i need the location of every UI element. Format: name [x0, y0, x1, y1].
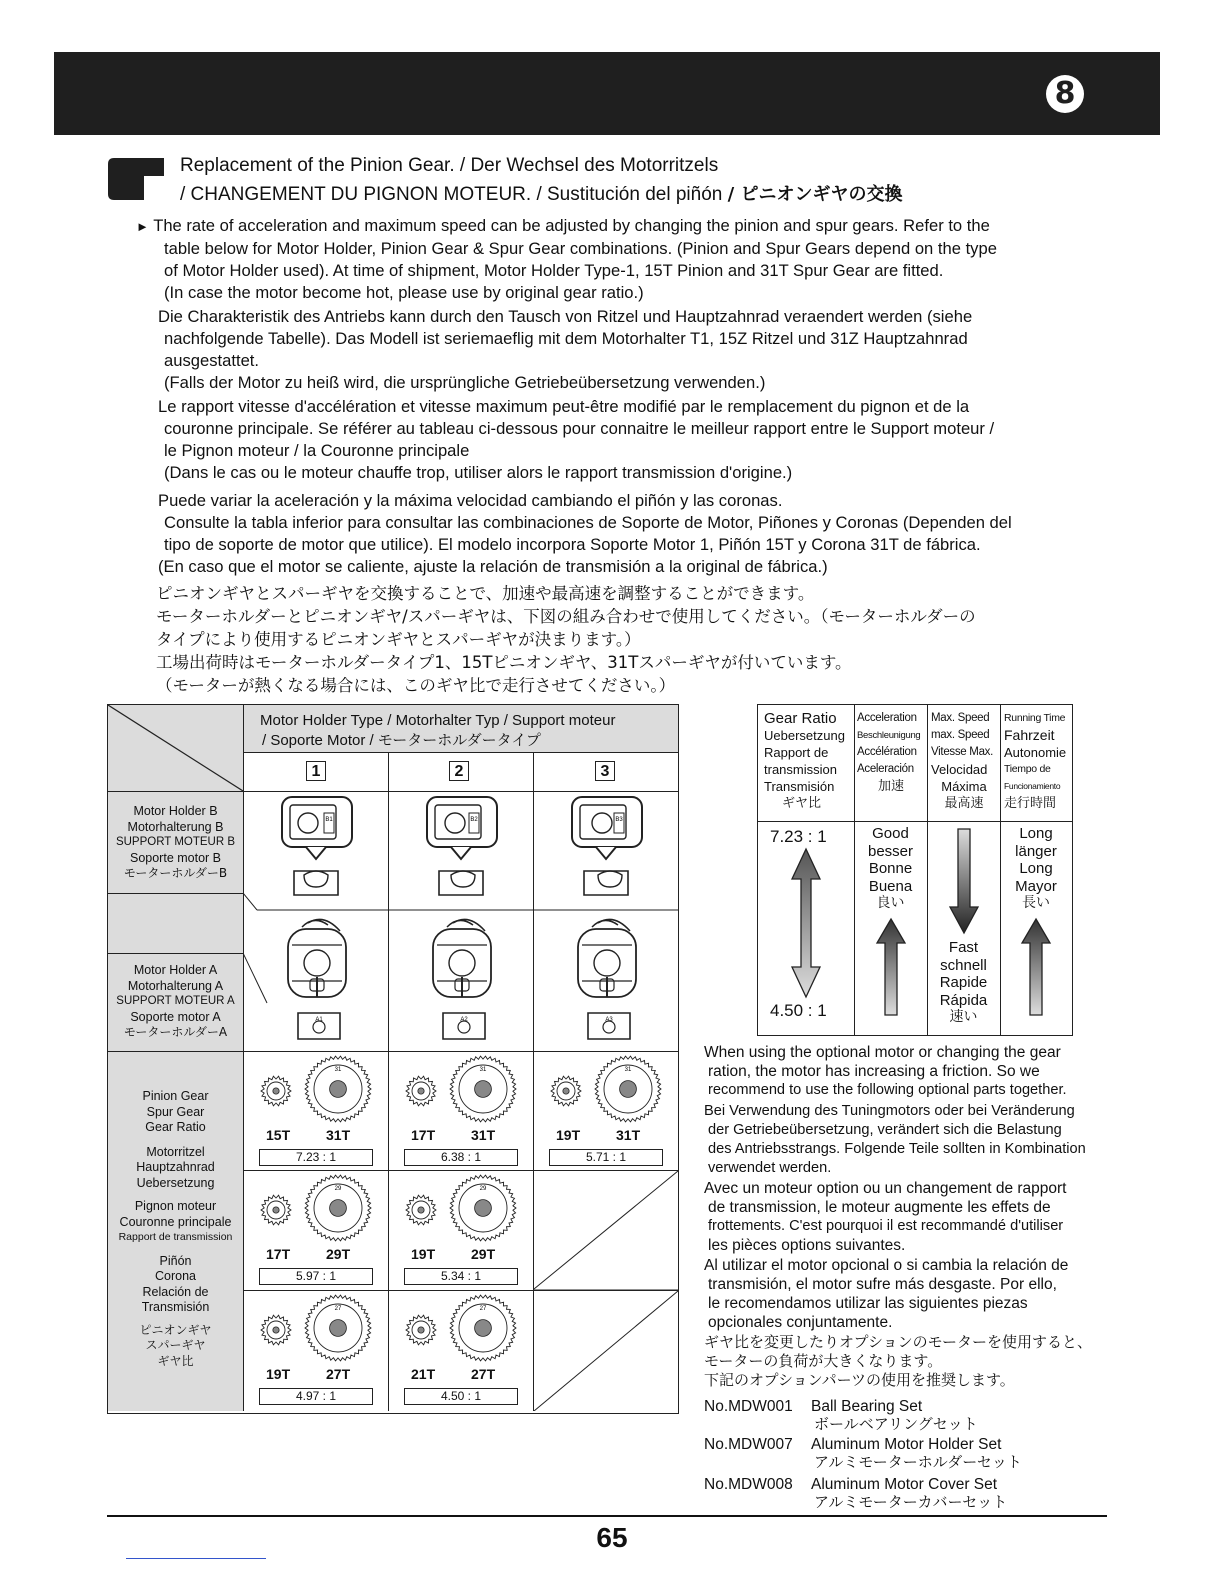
intro-en-3: (In case the motor become hot, please use by original gear ratio.) — [164, 283, 644, 302]
intro-de-1: nachfolgende Tabelle). Das Modell ist seriemaeflig mit dem Motorhalter T1, 15Z Ritzel und 31Z Hauptzahnrad — [164, 329, 968, 348]
table-header-line-2: / Soporte Motor / モーターホルダータイプ — [262, 732, 541, 749]
gear-label: Couronne principale — [119, 1214, 232, 1229]
note-line: der Getriebeübersetzung, verändert sich die Belastung — [708, 1122, 1062, 1138]
part-name-jp: ボールベアリングセット — [814, 1415, 978, 1433]
gear-label: Uebersetzung — [136, 1175, 215, 1190]
holder-b-tag: B2 — [470, 817, 478, 823]
acceleration-up-arrow-icon — [873, 917, 909, 1017]
note-line: les pièces options suivantes. — [708, 1237, 906, 1254]
good-line: Buena — [868, 877, 913, 895]
col1-line: ギヤ比 — [782, 796, 822, 811]
part-name: Aluminum Motor Holder Set — [811, 1436, 1002, 1453]
type-2-label: 2 — [449, 761, 469, 781]
step-number-badge: 8 — [1046, 75, 1084, 113]
part-item — [704, 1435, 1104, 1475]
intro-en-1: table below for Motor Holder, Pinion Gear & Spur Gear combinations. (Pinion and Spur Gears depend on the type — [164, 239, 997, 258]
col3-line: Vitesse Max. — [931, 746, 994, 758]
fast-line: Rápida — [939, 991, 988, 1009]
holder-a-tag: A1 — [315, 1017, 323, 1023]
col4-line: 走行時間 — [1004, 796, 1057, 811]
gear-label: Hauptzahnrad — [136, 1160, 215, 1174]
holder-b-label-fr: SUPPORT MOTEUR B — [115, 836, 236, 848]
pinion-and-spur-gear-icon — [244, 1292, 388, 1362]
note-line: モーターの負荷が大きくなります。 — [704, 1352, 943, 1370]
pinion-and-spur-gear-icon — [389, 1053, 533, 1123]
gear-combo-3 — [534, 1053, 678, 1171]
part-name-jp: アルミモーターカバーセット — [814, 1493, 1008, 1511]
pinion-teeth: 19T — [411, 1246, 436, 1262]
intro-es-3: (En caso que el motor se caliente, ajuste la relación de transmisión a la original de fábrica.) — [158, 557, 828, 576]
gear-combo-6 — [244, 1292, 388, 1410]
gear-ratio-value: 5.34 : 1 — [404, 1268, 518, 1285]
holder-a-label-es: Soporte motor A — [130, 1009, 221, 1024]
empty-cells — [534, 1171, 678, 1411]
part-name-jp: アルミモーターホルダーセット — [814, 1453, 1022, 1471]
type-1-label: 1 — [306, 761, 326, 781]
note-line: de transmission, le moteur augmente les effets de — [708, 1199, 1051, 1216]
long-line: Long — [1019, 860, 1053, 877]
col2-line: Beschleunigung — [857, 730, 921, 741]
title-line-2 — [180, 180, 902, 206]
intro-japanese — [136, 582, 1116, 697]
col2-line: Accélération — [857, 746, 917, 758]
title-line-2-jp: / ピニオンギヤの交換 — [727, 184, 903, 205]
note-line: des Antriebsstrangs. Folgende Teile sollten in Kombination — [708, 1141, 1086, 1157]
intro-de-2: ausgestattet. — [164, 351, 260, 370]
ratio-col-header-1 — [758, 705, 854, 821]
intro-jp-1: モーターホルダーとピニオンギヤ/スパーギヤは、下図の組み合わせで使用してください。（モーターホルダーの — [156, 607, 976, 626]
spur-teeth-label: 31 — [624, 1067, 632, 1073]
gear-label: Rapport de transmission — [118, 1231, 233, 1243]
part-code: No.MDW008 — [704, 1476, 793, 1493]
gear-label: スパーギヤ — [145, 1338, 206, 1352]
gear-combo-1 — [244, 1053, 388, 1171]
options-note-es — [704, 1256, 1114, 1332]
footer-rule — [107, 1515, 1107, 1517]
col1-line: Rapport de — [764, 745, 829, 760]
spur-teeth: 27T — [326, 1366, 351, 1382]
long-line: Mayor — [1015, 877, 1057, 895]
col3-line: Velocidad — [931, 762, 988, 777]
intro-es-1: Consulte la tabla inferior para consultar las combinaciones de Soporte de Motor, Piñones y Coronas (Dependen del — [164, 513, 1012, 532]
long-line: 長い — [1022, 895, 1050, 911]
fast-line: Rapide — [939, 974, 988, 991]
pinion-and-spur-gear-icon — [244, 1172, 388, 1242]
col4-line: Running Time — [1004, 712, 1066, 724]
fast-line: 速い — [949, 1009, 978, 1025]
intro-de-3: (Falls der Motor zu heiß wird, die ursprüngliche Getriebeübersetzung verwenden.) — [164, 373, 766, 392]
title-line-2-text: / CHANGEMENT DU PIGNON MOTEUR. / Sustitución del piñón — [180, 184, 723, 205]
gear-ratio-value: 4.50 : 1 — [404, 1388, 518, 1405]
good-line: besser — [867, 842, 914, 860]
col2-line: 加速 — [877, 779, 904, 794]
intro-jp-0: ピニオンギヤとスパーギヤを交換することで、加速や最高速を調整することができます。 — [156, 584, 815, 603]
gear-label: Spur Gear — [146, 1104, 205, 1119]
gear-label: Motorritzel — [146, 1144, 205, 1159]
note-line: Al utilizar el motor opcional o si cambia la relación de — [704, 1257, 1069, 1274]
intro-fr-1: couronne principale. Se référer au tableau ci-dessous pour connaitre le meilleur rapport entre le Support moteur / — [164, 419, 995, 438]
spur-teeth: 29T — [471, 1246, 496, 1262]
col1-line: Gear Ratio — [764, 710, 837, 727]
note-line: ration, the motor has increasing a friction. So we — [708, 1063, 1040, 1080]
holder-b-label-jp: モーターホルダーB — [123, 866, 228, 880]
pinion-teeth: 21T — [411, 1366, 436, 1382]
intro-german — [136, 306, 1116, 394]
pinion-and-spur-gear-icon — [244, 1053, 388, 1123]
gear-label: Piñón — [159, 1253, 192, 1268]
part-code: No.MDW007 — [704, 1436, 793, 1453]
intro-fr-2: le Pignon moteur / la Couronne principale — [164, 441, 470, 460]
holder-b-label-en: Motor Holder B — [133, 804, 218, 818]
intro-jp-4: （モーターが熱くなる場合には、このギヤ比で走行させてください。） — [156, 676, 676, 695]
holder-a-label-fr: SUPPORT MOTEUR A — [116, 995, 235, 1007]
intro-french — [136, 396, 1116, 484]
col1-line: transmission — [764, 762, 837, 777]
gear-combo-2 — [389, 1053, 533, 1171]
col3-line: max. Speed — [931, 729, 990, 741]
intro-en-2: of Motor Holder used). At time of shipment, Motor Holder Type-1, 15T Pinion and 31T Spur Gear are fitted. — [164, 261, 944, 280]
pinion-teeth: 15T — [266, 1127, 291, 1143]
good-line: Good — [872, 825, 909, 842]
gear-label: ピニオンギヤ — [139, 1322, 212, 1337]
fast-labels — [927, 939, 1000, 1027]
gear-combo-5 — [389, 1172, 533, 1290]
gear-label: ギヤ比 — [157, 1353, 194, 1368]
gear-label: Relación de — [142, 1284, 209, 1299]
spur-teeth-label: 31 — [479, 1067, 487, 1073]
part-name: Ball Bearing Set — [811, 1398, 923, 1415]
good-labels — [854, 825, 927, 913]
intro-es-2: tipo de soporte de motor que utilice). El modelo incorpora Soporte Motor 1, Piñón 15T y Corona 31T de fábrica. — [164, 535, 981, 554]
intro-en-0: The rate of acceleration and maximum speed can be adjusted by changing the pinion and spur gears. Refer to the — [153, 216, 990, 235]
note-line: transmisión, el motor sufre más desgaste. Por ello, — [708, 1276, 1057, 1293]
ratio-low: 4.50 : 1 — [770, 1001, 827, 1020]
holder-b-label-es: Soporte motor B — [129, 850, 221, 865]
spur-teeth: 31T — [616, 1127, 641, 1143]
runtime-up-arrow-icon — [1018, 917, 1054, 1017]
spur-teeth: 31T — [471, 1127, 496, 1143]
col3-line: Máxima — [941, 779, 987, 794]
note-line: When using the optional motor or changing the gear — [704, 1044, 1061, 1061]
holder-a-label-jp: モーターホルダーA — [123, 1025, 228, 1039]
spur-teeth: 31T — [326, 1127, 351, 1143]
parts-list — [704, 1397, 1104, 1515]
triangle-bullet-icon: ► — [136, 219, 149, 234]
col4-line: Autonomie — [1004, 745, 1067, 760]
good-line: 良い — [876, 895, 905, 911]
part-name: Aluminum Motor Cover Set — [811, 1476, 998, 1493]
col4-line: Fahrzeit — [1004, 727, 1055, 743]
col3-line: Max. Speed — [931, 712, 990, 724]
note-line: ギヤ比を変更したりオプションのモーターを使用すると、 — [704, 1333, 1093, 1351]
gear-label: Gear Ratio — [145, 1120, 206, 1134]
col2-line: Aceleración — [857, 763, 914, 775]
note-line: 下記のオプションパーツの使用を推奨します。 — [704, 1371, 1015, 1389]
spur-teeth: 27T — [471, 1366, 496, 1382]
gear-ratio-effects-table — [757, 704, 1073, 1036]
options-note-jp — [704, 1333, 1114, 1390]
gear-label: Transmisión — [141, 1300, 210, 1314]
type-3-label: 3 — [595, 761, 615, 781]
note-line: Avec un moteur option ou un changement de rapport — [704, 1180, 1067, 1197]
pinion-teeth: 17T — [266, 1246, 291, 1262]
gear-combo-4 — [244, 1172, 388, 1290]
long-labels — [1000, 825, 1072, 913]
spur-teeth-label: 27 — [334, 1306, 342, 1312]
options-note-de — [704, 1102, 1114, 1178]
gear-label: Corona — [155, 1269, 196, 1283]
spur-teeth: 29T — [326, 1246, 351, 1262]
col2-line: Acceleration — [857, 712, 917, 724]
pinion-teeth: 17T — [411, 1127, 436, 1143]
long-line: länger — [1015, 842, 1057, 860]
holder-b-tag: B1 — [325, 817, 333, 823]
pinion-and-spur-gear-icon — [389, 1292, 533, 1362]
col4-line: Tiempo de — [1004, 763, 1051, 775]
double-arrow-icon — [786, 847, 826, 999]
intro-fr-3: (Dans le cas ou le moteur chauffe trop, utiliser alors le rapport transmission d'origine.) — [164, 463, 793, 482]
gear-ratio-value: 7.23 : 1 — [259, 1149, 373, 1166]
header-bar — [54, 52, 1160, 135]
intro-jp-3: 工場出荷時はモーターホルダータイプ1、15Tピニオンギヤ、31Tスパーギヤが付いています。 — [156, 653, 852, 672]
intro-jp-2: タイプにより使用するピニオンギヤとスパーギヤが決まります。） — [156, 630, 641, 649]
gear-ratio-value: 5.97 : 1 — [259, 1268, 373, 1285]
speed-down-arrow-icon — [946, 827, 982, 935]
spur-teeth-label: 29 — [479, 1186, 487, 1192]
options-note-en — [704, 1043, 1114, 1100]
intro-es-0: Puede variar la aceleración y la máxima velocidad cambiando el piñón y las coronas. — [158, 491, 783, 510]
note-line: opcionales conjuntamente. — [708, 1314, 893, 1331]
spur-teeth-label: 27 — [479, 1306, 487, 1312]
holder-b-tag: B3 — [615, 817, 623, 823]
col1-line: Transmisión — [764, 779, 835, 794]
note-line: recommend to use the following optional parts together. — [708, 1082, 1067, 1098]
note-line: verwendet werden. — [708, 1160, 832, 1176]
pinion-teeth: 19T — [556, 1127, 581, 1143]
holder-a-tag: A2 — [460, 1017, 468, 1023]
col1-line: Uebersetzung — [764, 728, 845, 743]
col3-line: 最高速 — [944, 796, 984, 811]
intro-english — [136, 215, 1116, 304]
title-line-1: Replacement of the Pinion Gear. / Der Wechsel des Motorritzels — [180, 155, 719, 176]
long-line: Long — [1019, 825, 1053, 842]
holder-a-tag: A3 — [605, 1017, 613, 1023]
spur-teeth-label: 31 — [334, 1067, 342, 1073]
part-code: No.MDW001 — [704, 1398, 793, 1415]
gear-combination-table — [107, 704, 679, 1414]
col4-line: Funcionamiento — [1004, 781, 1061, 791]
fast-line: schnell — [940, 956, 987, 974]
intro-spanish — [136, 490, 1116, 578]
pinion-teeth: 19T — [266, 1366, 291, 1382]
gear-ratio-value: 4.97 : 1 — [259, 1388, 373, 1405]
holder-a-label-en: Motor Holder A — [133, 963, 218, 977]
intro-de-0: Die Charakteristik des Antriebs kann durch den Tausch von Ritzel und Hauptzahnrad veraendert werden (siehe — [158, 307, 973, 326]
gear-label: Pignon moteur — [134, 1199, 217, 1213]
note-line: frottements. C'est pourquoi il est recommandé d'utiliser — [708, 1218, 1064, 1234]
gear-ratio-value: 6.38 : 1 — [404, 1149, 518, 1166]
rule — [758, 821, 1072, 822]
gear-ratio-value: 5.71 : 1 — [549, 1149, 663, 1166]
fast-line: Fast — [948, 939, 979, 956]
part-item — [704, 1475, 1104, 1515]
note-line: Bei Verwendung des Tuningmotors oder bei Veränderung — [704, 1103, 1075, 1119]
good-line: Bonne — [868, 860, 913, 877]
gear-label: Pinion Gear — [142, 1089, 209, 1103]
pinion-and-spur-gear-icon — [534, 1053, 678, 1123]
spur-teeth-label: 29 — [334, 1186, 342, 1192]
options-note-fr — [704, 1179, 1114, 1255]
page-number: 65 — [596, 1522, 628, 1553]
holder-a-label-de: Motorhalterung A — [127, 978, 224, 993]
pinion-and-spur-gear-icon — [389, 1172, 533, 1242]
section-marker-icon — [108, 158, 164, 200]
part-item — [704, 1397, 1104, 1435]
gear-combo-7 — [389, 1292, 533, 1410]
holder-b-label-de: Motorhalterung B — [127, 819, 224, 834]
footer-link-underline — [126, 1558, 266, 1559]
ratio-high: 7.23 : 1 — [770, 827, 827, 846]
intro-fr-0: Le rapport vitesse d'accélération et vitesse maximum peut-être modifié par le remplacement du pignon et de la — [158, 397, 970, 416]
note-line: le recomendamos utilizar las siguientes piezas — [708, 1295, 1028, 1312]
table-header-line-1: Motor Holder Type / Motorhalter Typ / Support moteur — [260, 712, 616, 729]
